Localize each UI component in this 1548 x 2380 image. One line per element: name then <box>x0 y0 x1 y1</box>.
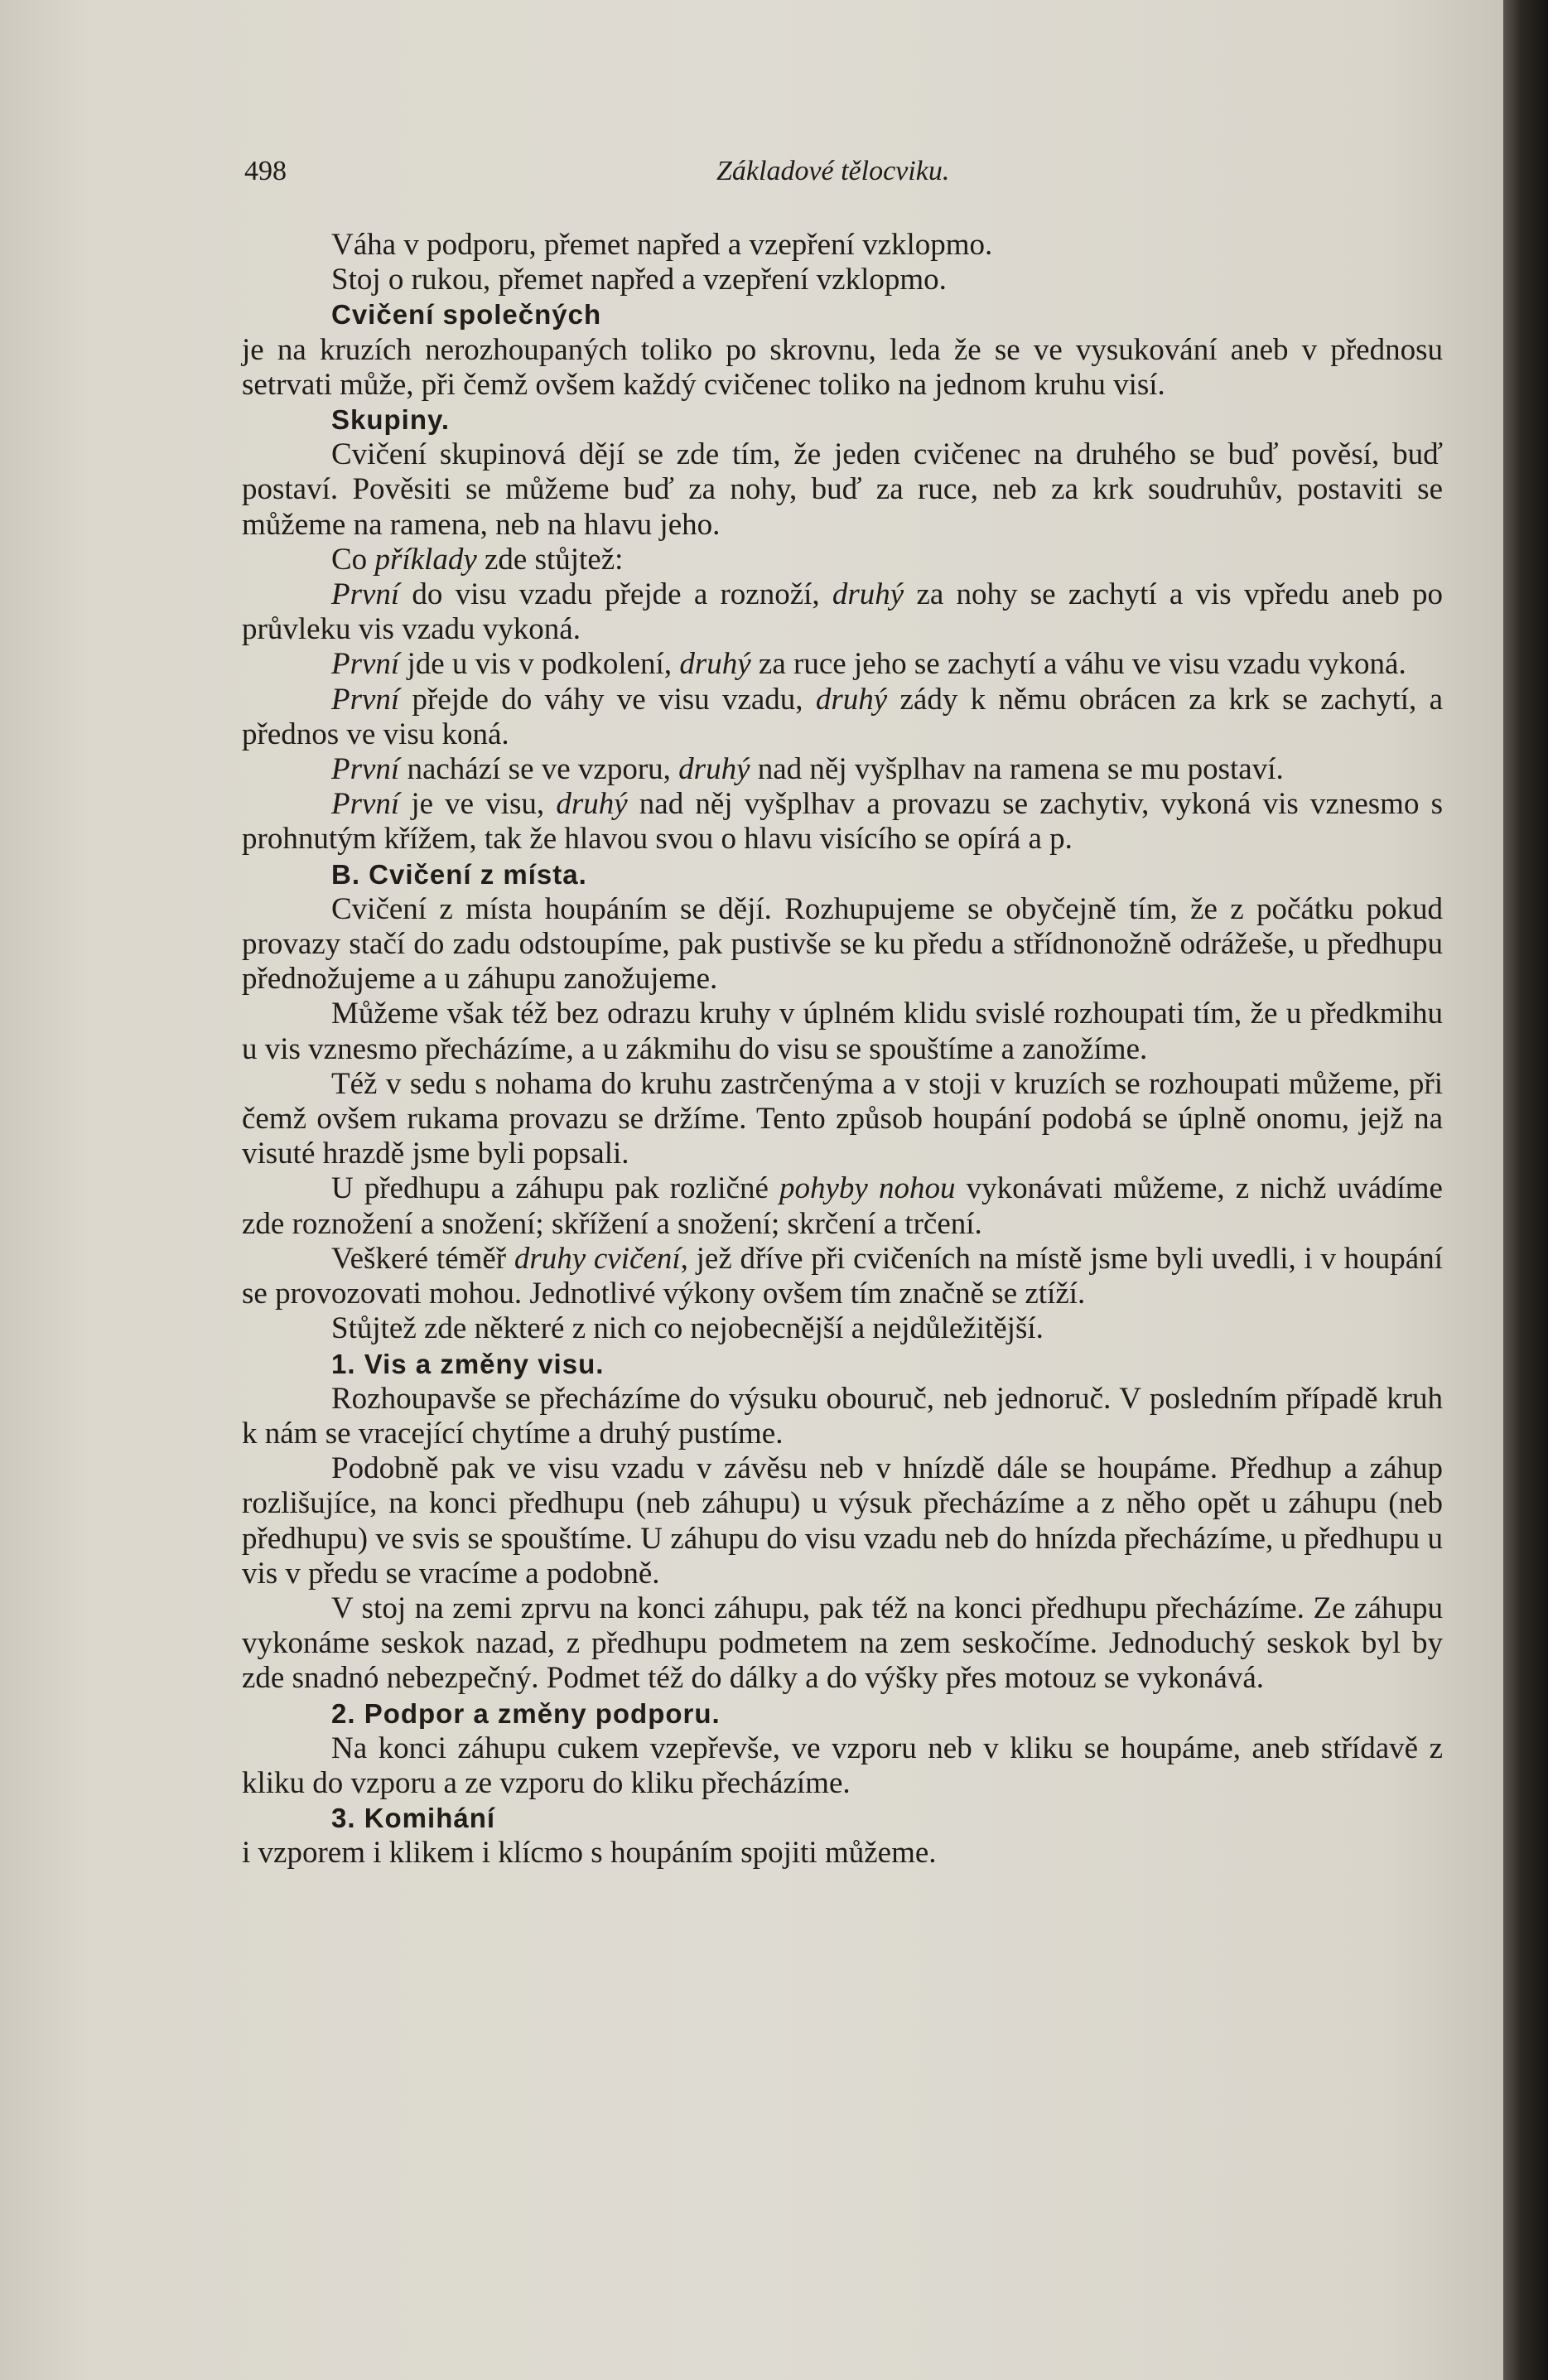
text-run: za nohy se zachytí a vis vpředu aneb po průvleku vis vzadu vykoná. <box>242 577 1443 647</box>
emphasis-druhy: druhý <box>815 682 888 717</box>
emphasis-druhy: druhý <box>678 752 750 787</box>
paragraph: Cvičení z místa houpáním se dějí. Rozhupujeme se obyčejně tím, že z počátku pokud provazy stačí do zadu odstoupíme, pak pustivše se ku předu a střídnonožně odrážeše, u předhupu přednožujeme a u záhupu zanožujeme. <box>242 891 1443 997</box>
page-edge-shadow <box>1503 0 1548 2380</box>
example-paragraph <box>242 683 1443 752</box>
emphasis-prvni: První <box>331 787 400 822</box>
paragraph: Na konci záhupu cukem vzepřevše, ve vzporu neb v kliku se houpáme, aneb střídavě z kliku do vzporu a ze vzporu do kliku přecházíme. <box>242 1731 1443 1800</box>
text-run: , jež dříve při cvičeních na místě jsme byli uvedli, i v houpání se provozovati mohou. Jednotlivé výkony ovšem tím značně se ztíží. <box>242 1241 1443 1311</box>
section-heading: B. Cvičení z místa. <box>331 858 587 890</box>
emphasis-druhy: druhý <box>556 787 628 822</box>
paragraph <box>242 1171 1443 1241</box>
example-paragraph <box>242 752 1443 787</box>
section-heading: Skupiny. <box>331 404 451 436</box>
text-run: vykonávati můžeme, z nichž uvádíme zde roznožení a snožení; skřížení a snožení; skrčení a trčení. <box>242 1171 1443 1241</box>
example-paragraph <box>242 787 1443 857</box>
emphasis: příklady <box>374 542 477 577</box>
text-run: jde u vis v podkolení, <box>399 647 680 682</box>
example-paragraph <box>242 577 1443 647</box>
emphasis-druhy: druhý <box>679 647 751 682</box>
paragraph: i vzporem i klikem i klícmo s houpáním spojiti můžeme. <box>242 1836 937 1871</box>
paragraph <box>242 1242 1443 1311</box>
emphasis: druhy cvičení <box>514 1241 681 1276</box>
paragraph: Rozhoupavše se přecházíme do výsuku obouruč, neb jednoruč. V posledním případě kruh k nám se vracející chytíme a druhý pustíme. <box>242 1381 1443 1451</box>
section-heading: 3. Komihání <box>331 1803 496 1834</box>
page-number: 498 <box>244 156 287 186</box>
text-run: zády k němu obrácen za krk se zachytí, a přednos ve visu koná. <box>242 682 1443 751</box>
paragraph: Stoj o rukou, přemet napřed a vzepření vzklopmo. <box>331 263 947 297</box>
text-run: za ruce jeho se zachytí a váhu ve visu vzadu vykoná. <box>750 647 1406 682</box>
text-run: nachází se ve vzporu, <box>399 752 679 787</box>
text-run: zde stůjtež: <box>476 542 624 577</box>
example-paragraph <box>242 647 1443 682</box>
paragraph: Váha v podporu, přemet napřed a vzepření vzklopmo. <box>331 228 993 262</box>
page-body <box>242 228 1443 1871</box>
emphasis-prvni: První <box>331 752 400 787</box>
text-run: do visu vzadu přejde a roznoží, <box>399 577 832 612</box>
text-run: nad něj vyšplhav a provazu se zachytiv, vykoná vis vznesmo s prohnutým křížem, tak že hlavou svou o hlavu visícího se opírá a p. <box>242 787 1443 857</box>
running-title: Základové tělocviku. <box>716 156 950 186</box>
page-header <box>244 156 1288 197</box>
paragraph: Můžeme však též bez odrazu kruhy v úplném klidu svislé rozhoupati tím, že u předkmihu u vis vznesmo přecházíme, a u zákmihu do visu se spouštíme a zanožíme. <box>242 997 1443 1066</box>
paragraph: Stůjtež zde některé z nich co nejobecnější a nejdůležitější. <box>331 1311 1044 1346</box>
paragraph <box>242 543 1443 577</box>
section-heading: Cvičení společných <box>331 299 602 331</box>
text-run: U předhupu a záhupu pak rozličné <box>331 1171 779 1206</box>
paragraph: Cvičení skupinová dějí se zde tím, že jeden cvičenec na druhého se buď pověsí, buď postaví. Pověsiti se můžeme buď za nohy, buď za ruce, neb za krk soudruhův, postaviti se můžeme na ramena, neb na hlavu jeho. <box>242 437 1443 542</box>
text-run: Co <box>331 542 375 577</box>
paragraph: je na kruzích nerozhoupaných toliko po skrovnu, leda že se ve vysukování aneb v přednosu setrvati může, při čemž ovšem každý cvičenec toliko na jednom kruhu visí. <box>242 332 1443 402</box>
text-run: je ve visu, <box>399 787 557 822</box>
section-heading: 2. Podpor a změny podporu. <box>331 1697 721 1729</box>
emphasis-prvni: První <box>331 647 400 682</box>
emphasis-druhy: druhý <box>832 577 904 612</box>
emphasis-prvni: První <box>331 682 400 717</box>
emphasis: pohyby nohou <box>779 1171 956 1206</box>
text-run: přejde do váhy ve visu vzadu, <box>399 682 816 717</box>
text-run: Veškeré téměř <box>331 1241 514 1276</box>
section-heading: 1. Vis a změny visu. <box>331 1348 605 1379</box>
paragraph: Též v sedu s nohama do kruhu zastrčenýma a v stoji v kruzích se rozhoupati můžeme, při čemž ovšem rukama provazu se držíme. Tento způsob houpání podobá se úplně onomu, jejž na visuté hrazdě jsme byli popsali. <box>242 1066 1443 1171</box>
emphasis-prvni: První <box>331 577 400 612</box>
text-run: nad něj vyšplhav na ramena se mu postaví. <box>750 752 1284 787</box>
paragraph: V stoj na zemi zprvu na konci záhupu, pak též na konci předhupu přecházíme. Ze záhupu vykonáme seskok nazad, z předhupu podmetem na zem seskočíme. Jednoduchý seskok byl by zde snadnó nebezpečný. Podmet též do dálky a do výšky přes motouz se vykonává. <box>242 1591 1443 1696</box>
paragraph: Podobně pak ve visu vzadu v závěsu neb v hnízdě dále se houpáme. Předhup a záhup rozlišujíce, na konci předhupu (neb záhupu) u výsuk přecházíme a z něho opět u záhupu (neb předhupu) ve svis se spouštíme. U záhupu do visu vzadu neb do hnízda přecházíme, u předhupu u vis v předu se vracíme a podobně. <box>242 1451 1443 1591</box>
